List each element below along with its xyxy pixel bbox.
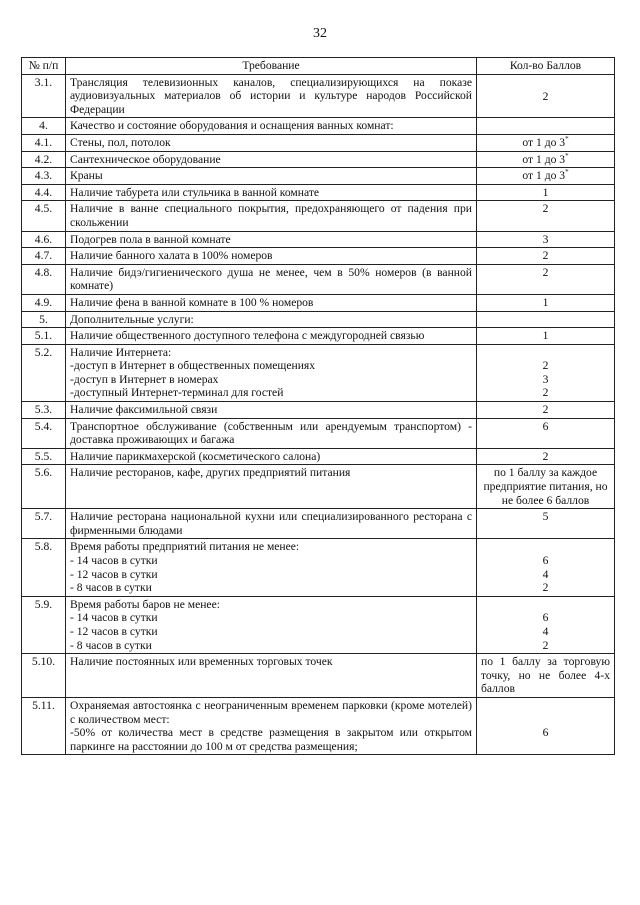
row-requirement: [66, 151, 477, 168]
requirement-text: Наличие факсимильной связи: [70, 403, 218, 417]
row-requirement: [66, 231, 477, 248]
table-row: [22, 311, 615, 328]
row-number: 4.6.: [22, 231, 66, 248]
sub-score: 2: [542, 638, 549, 652]
row-number: 5.7.: [22, 509, 66, 539]
row-score: [477, 264, 615, 294]
row-requirement: [66, 311, 477, 328]
row-score: [477, 118, 615, 135]
table-row: [22, 465, 615, 509]
header-score: Кол-во Баллов: [477, 58, 615, 75]
table-row: [22, 231, 615, 248]
requirement-text: Наличие банного халата в 100% номеров: [70, 249, 273, 263]
row-requirement: [66, 465, 477, 509]
sub-score: 4: [542, 624, 549, 638]
requirement-subitem: -доступный Интернет-терминал для гостей: [70, 386, 284, 400]
requirement-text: Наличие парикмахерской (косметического салона): [70, 449, 321, 463]
requirement-text: Наличие табурета или стульчика в ванной комнате: [70, 185, 320, 199]
row-number: 4.5.: [22, 201, 66, 231]
row-score: [477, 231, 615, 248]
requirement-subitem: - 8 часов в сутки: [70, 581, 152, 595]
score-spacer: [481, 699, 610, 713]
row-requirement: [66, 697, 477, 754]
score-text: 2: [542, 202, 549, 216]
requirement-text: Наличие бидэ/гигиенического душа не менее, чем в 50% номеров (в ванной комнате): [70, 265, 472, 293]
row-requirement: [66, 74, 477, 118]
requirements-table: [21, 57, 615, 755]
row-score: [477, 294, 615, 311]
row-number: 5.4.: [22, 418, 66, 448]
row-number: 5.6.: [22, 465, 66, 509]
row-score: [477, 184, 615, 201]
table-row: [22, 328, 615, 345]
table-row: [22, 264, 615, 294]
table-row: [22, 184, 615, 201]
table-body: [22, 74, 615, 755]
requirement-subitem: - 12 часов в сутки: [70, 567, 158, 581]
row-requirement: [66, 184, 477, 201]
score-spacer: [481, 598, 610, 612]
requirement-subitem: - 14 часов в сутки: [70, 554, 158, 567]
table-row: [22, 74, 615, 118]
requirement-text: Наличие ресторанов, кафе, других предприятий питания: [70, 466, 351, 480]
row-requirement: [66, 402, 477, 419]
sub-score: 2: [542, 359, 549, 373]
requirement-text: Охраняемая автостоянка с неограниченным временем парковки (кроме мотелей) с количеством мест:: [70, 698, 472, 726]
row-number: 5.2.: [22, 344, 66, 401]
requirement-text: Наличие фена в ванной комнате в 100 % номеров: [70, 295, 314, 309]
row-score: [477, 465, 615, 509]
table-row: [22, 134, 615, 151]
row-requirement: [66, 264, 477, 294]
table-header: [22, 58, 615, 75]
row-score: [477, 311, 615, 328]
requirement-text: Время работы предприятий питания не менее:: [70, 540, 300, 554]
row-number: 4.7.: [22, 248, 66, 265]
score-text: от 1 до 3*: [522, 135, 569, 149]
score-text: 2: [542, 249, 549, 263]
row-requirement: [66, 596, 477, 653]
table-row: [22, 539, 615, 596]
score-text: 2: [542, 89, 549, 103]
row-requirement: [66, 294, 477, 311]
row-score: [477, 654, 615, 698]
requirement-text: Сантехническое оборудование: [70, 152, 221, 166]
score-text: 1: [542, 295, 549, 309]
table-row: [22, 654, 615, 698]
row-score: [477, 248, 615, 265]
requirement-subitem: - 12 часов в сутки: [70, 624, 158, 638]
table-row: [22, 248, 615, 265]
table-row: [22, 509, 615, 539]
sub-score: 4: [542, 567, 549, 581]
score-text: по 1 баллу за торговую точку, но не более 4-х баллов: [481, 655, 610, 696]
table-row: [22, 418, 615, 448]
row-number: 5.11.: [22, 697, 66, 754]
requirement-text: Наличие в ванне специального покрытия, предохраняющего от падения при скольжении: [70, 202, 472, 229]
score-text: от 1 до 3*: [522, 151, 569, 166]
row-score: [477, 509, 615, 539]
row-number: 4.1.: [22, 134, 66, 151]
requirement-text: Трансляция телевизионных каналов, специализирующихся на показе аудиовизуальных материалов об истории и культуре народов Российской Федерации: [70, 75, 472, 116]
row-number: 4.4.: [22, 184, 66, 201]
row-number: 5.8.: [22, 539, 66, 596]
row-requirement: [66, 168, 477, 185]
requirement-text: Стены, пол, потолок: [70, 135, 171, 149]
row-score: [477, 448, 615, 465]
table-row: [22, 201, 615, 231]
page-number: 32: [313, 26, 327, 41]
row-number: 5.: [22, 311, 66, 328]
requirement-text: Время работы баров не менее:: [70, 597, 220, 611]
row-requirement: [66, 118, 477, 135]
header-requirement: Требование: [66, 58, 477, 75]
score-text: 2: [542, 403, 549, 417]
row-number: 5.5.: [22, 448, 66, 465]
sub-score: 3: [542, 372, 549, 386]
requirement-text: Подогрев пола в ванной комнате: [70, 232, 231, 246]
row-requirement: [66, 248, 477, 265]
table-row: [22, 697, 615, 754]
sub-score: 6: [542, 554, 549, 567]
row-number: 3.1.: [22, 74, 66, 118]
score-text: 3: [542, 232, 549, 246]
score-spacer: [481, 540, 610, 554]
row-requirement: [66, 201, 477, 231]
header-num: № п/п: [22, 58, 66, 75]
row-score: [477, 134, 615, 151]
row-number: 4.2.: [22, 151, 66, 168]
requirement-subitem: - 14 часов в сутки: [70, 611, 158, 625]
requirement-text: Транспортное обслуживание (собственным или арендуемым транспортом) - доставка проживающих и багажа: [70, 419, 472, 447]
table-row: [22, 344, 615, 401]
score-text: 2: [542, 265, 549, 279]
sub-score: 6: [542, 611, 549, 625]
requirement-subitem: -доступ в Интернет в общественных помещениях: [70, 359, 316, 373]
table-row: [22, 448, 615, 465]
row-requirement: [66, 509, 477, 539]
requirement-text: Наличие ресторана национальной кухни или специализированного ресторана с фирменными блюдами: [70, 510, 472, 537]
row-number: 4.3.: [22, 168, 66, 185]
requirement-text: Наличие общественного доступного телефона с междугородней связью: [70, 329, 425, 343]
requirement-text: Качество и состояние оборудования и оснащения ванных комнат:: [70, 119, 394, 133]
score-text: 6: [542, 419, 549, 433]
requirement-subitem: -50% от количества мест в средстве размещения в закрытом или открытом паркинге на расстоянии до 100 м от средства размещения;: [70, 726, 472, 753]
requirement-text: Краны: [70, 169, 103, 183]
row-score: [477, 328, 615, 345]
row-requirement: [66, 539, 477, 596]
sub-score: 2: [542, 386, 549, 400]
score-text: 1: [542, 185, 549, 199]
row-number: 4.9.: [22, 294, 66, 311]
row-score: [477, 596, 615, 653]
row-requirement: [66, 134, 477, 151]
table-row: [22, 168, 615, 185]
table-row: [22, 151, 615, 168]
row-score: [477, 402, 615, 419]
row-score: [477, 697, 615, 754]
row-requirement: [66, 418, 477, 448]
score-text: 1: [542, 329, 549, 343]
row-requirement: [66, 448, 477, 465]
row-score: [477, 168, 615, 185]
requirement-subitem: -доступ в Интернет в номерах: [70, 372, 219, 386]
row-score: [477, 344, 615, 401]
row-score: [477, 201, 615, 231]
row-requirement: [66, 344, 477, 401]
score-text: по 1 баллу за каждое предприятие питания, но не более 6 баллов: [483, 466, 608, 507]
row-requirement: [66, 328, 477, 345]
row-score: [477, 418, 615, 448]
row-number: 5.9.: [22, 596, 66, 653]
requirement-text: Дополнительные услуги:: [70, 312, 194, 326]
row-number: 5.3.: [22, 402, 66, 419]
requirement-text: Наличие Интернета:: [70, 345, 172, 359]
score-text: от 1 до 3*: [522, 168, 569, 183]
row-number: 5.10.: [22, 654, 66, 698]
row-number: 4.: [22, 118, 66, 135]
table-row: [22, 596, 615, 653]
score-text: 5: [542, 510, 549, 524]
sub-score: 2: [542, 581, 549, 595]
sub-score: 6: [542, 725, 549, 739]
requirement-subitem: - 8 часов в сутки: [70, 638, 152, 652]
row-score: [477, 539, 615, 596]
table-row: [22, 118, 615, 135]
row-score: [477, 74, 615, 118]
row-score: [477, 151, 615, 168]
requirement-text: Наличие постоянных или временных торговых точек: [70, 655, 333, 669]
row-number: 5.1.: [22, 328, 66, 345]
table-row: [22, 294, 615, 311]
row-requirement: [66, 654, 477, 698]
score-text: 2: [542, 449, 549, 463]
table-row: [22, 402, 615, 419]
row-number: 4.8.: [22, 264, 66, 294]
score-spacer: [481, 346, 610, 360]
